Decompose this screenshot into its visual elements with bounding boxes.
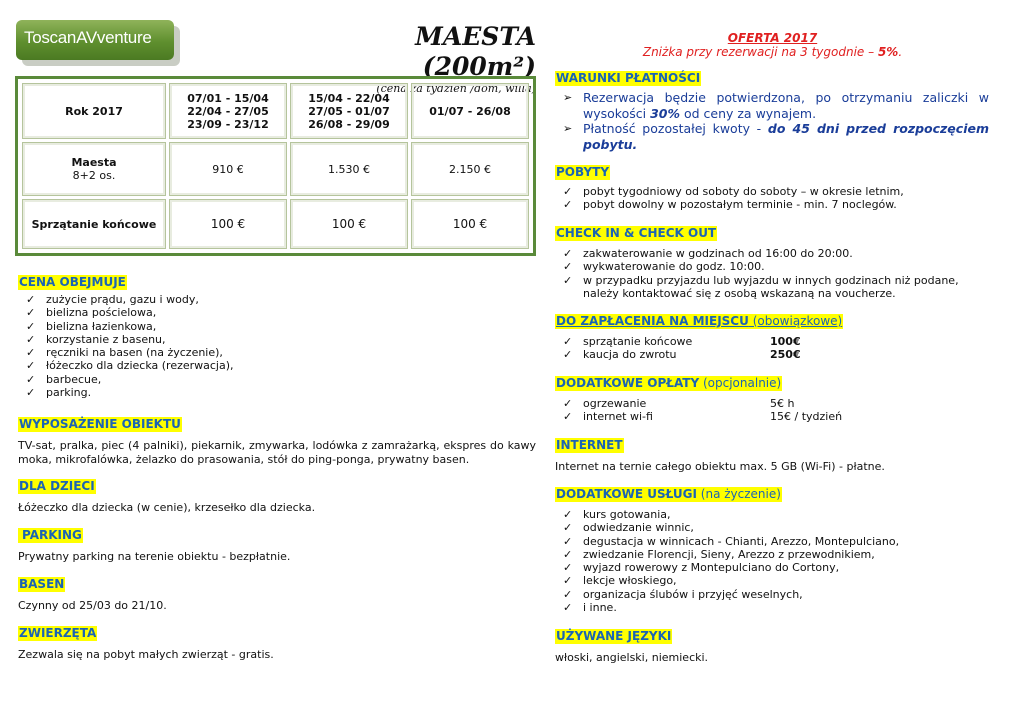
check-icon: ✓: [563, 547, 573, 561]
check-icon: ✓: [563, 521, 573, 535]
item-value: 250€: [770, 348, 801, 362]
section-heading: DLA DZIECI: [19, 479, 95, 493]
item-text: bielizna łazienkowa,: [46, 319, 157, 333]
item-text: ręczniki na basen (na życzenie),: [46, 346, 223, 360]
item-text: odwiedzanie winnic,: [583, 521, 694, 535]
item-text: barbecue,: [46, 372, 102, 386]
page-subtitle: (cena za tydzień /dom, willa): [376, 82, 536, 95]
row-label: Sprzątanie końcowe: [22, 199, 166, 249]
list-item: [555, 260, 989, 273]
item-value: 15€ / tydzień: [770, 410, 843, 424]
item-text: pobyt dowolny w pozostałym terminie - min. 7 noclegów.: [583, 198, 897, 212]
list-item: [555, 410, 989, 423]
section-dodatkowe-oplaty: [555, 372, 989, 424]
term-text: Rezerwacja będzie potwierdzona, po otrzymaniu zaliczki w wysokości: [583, 90, 989, 121]
section-text: Internet na ternie całego obiektu max. 5 GB (Wi-Fi) - płatne.: [555, 460, 885, 473]
list-item: [18, 373, 536, 386]
item-text: pobyt tygodniowy od soboty do soboty – w okresie letnim,: [583, 185, 904, 198]
check-list: [555, 247, 989, 300]
section-heading: [555, 376, 782, 391]
item-text: lekcje włoskiego,: [583, 574, 677, 588]
section-heading: [555, 314, 843, 329]
item-label: kaucja do zwrotu: [583, 348, 677, 362]
item-label: ogrzewanie: [583, 397, 647, 410]
list-item: [555, 535, 989, 548]
section-text: Łóżeczko dla dziecka (w cenie), krzesełko dla dziecka.: [18, 501, 316, 514]
check-icon: ✓: [563, 601, 573, 615]
list-item: [555, 548, 989, 561]
check-icon: ✓: [563, 335, 573, 348]
check-icon: ✓: [563, 185, 573, 198]
item-text: w przypadku przyjazdu lub wyjazdu w innych godzinach niż podane, należy kontaktować się z osobą wskazaną na voucherze.: [583, 273, 959, 300]
section-zwierzeta: [18, 622, 536, 662]
check-icon: ✓: [563, 587, 573, 601]
item-label: internet wi-fi: [583, 410, 653, 424]
check-icon: ✓: [26, 293, 36, 306]
list-item: [555, 588, 989, 601]
section-heading: INTERNET: [556, 438, 623, 452]
section-heading: UŻYWANE JĘZYKI: [556, 629, 672, 643]
offer-title: OFERTA 2017: [727, 31, 818, 45]
item-text: organizacja ślubów i przyjęć weselnych,: [583, 587, 803, 601]
section-text: Czynny od 25/03 do 21/10.: [18, 599, 167, 612]
check-icon: ✓: [563, 397, 573, 410]
item-text: wyjazd rowerowy z Montepulciano do Cortony,: [583, 561, 840, 575]
logo: [16, 20, 182, 68]
section-dla-dzieci: [18, 475, 536, 515]
item-text: wykwaterowanie do godz. 10:00.: [583, 260, 765, 274]
term-text: Płatność pozostałej kwoty -: [583, 121, 768, 136]
on-site-payments-list: [555, 335, 989, 362]
section-parking: [18, 524, 536, 564]
heading-text: DODATKOWE USŁUGI: [556, 487, 697, 501]
list-item: [555, 247, 989, 260]
check-icon: ✓: [26, 346, 36, 360]
section-internet: [555, 434, 989, 474]
check-icon: ✓: [563, 247, 573, 260]
section-jezyki: [555, 625, 989, 665]
section-heading: CENA OBEJMUJE: [19, 275, 126, 289]
list-item: [18, 386, 536, 399]
section-warunki: [555, 67, 989, 152]
list-item: [555, 348, 989, 361]
price-table: [15, 76, 536, 256]
stays-list: [555, 185, 989, 212]
section-heading: POBYTY: [556, 165, 610, 179]
list-item: [555, 274, 989, 301]
section-heading: PARKING: [18, 528, 83, 543]
section-text: Prywatny parking na terenie obiektu - bezpłatnie.: [18, 550, 291, 563]
list-item: [18, 359, 536, 372]
price-cell: 100 €: [290, 199, 408, 249]
price-cell: 1.530 €: [290, 142, 408, 196]
list-item: [555, 574, 989, 587]
section-uslugi: [555, 483, 989, 614]
section-text: włoski, angielski, niemiecki.: [555, 651, 709, 664]
item-text: i inne.: [583, 601, 617, 615]
check-icon: ✓: [563, 574, 573, 588]
offer-text-main: Zniżka przy rezerwacji na 3 tygodnie –: [642, 45, 878, 59]
list-item: [18, 346, 536, 359]
term-deadline: do 45 dni przed rozpoczęciem pobytu.: [583, 121, 989, 152]
deposit-percent: 30%: [650, 105, 680, 121]
heading-paren: (opcjonalnie): [699, 376, 782, 390]
extra-fees-list: [555, 397, 989, 424]
list-item: [18, 306, 536, 319]
check-icon: ✓: [26, 372, 36, 386]
item-text: degustacja w winnicach - Chianti, Arezzo, Montepulciano,: [583, 534, 900, 548]
offer-discount: 5%: [877, 45, 899, 59]
list-item: [555, 198, 989, 211]
item-value: 100€: [770, 335, 801, 348]
list-item: [555, 121, 989, 152]
check-icon: ✓: [563, 508, 573, 521]
price-cell: 100 €: [169, 199, 287, 249]
arrow-bullet-icon: ➢: [563, 91, 573, 104]
section-basen: [18, 573, 536, 613]
price-cell: 2.150 €: [411, 142, 529, 196]
section-heading: [555, 487, 782, 502]
row-label-cell: [22, 142, 166, 196]
period-header: 07/01 - 15/04 22/04 - 27/05 23/09 - 23/12: [169, 83, 287, 139]
item-text: łóżeczko dla dziecka (rezerwacja),: [46, 359, 234, 373]
check-icon: ✓: [563, 260, 573, 274]
logo-text: ToscanAVventure: [24, 28, 152, 47]
check-icon: ✓: [26, 359, 36, 373]
offer-box: [556, 31, 989, 59]
period-header: 01/07 - 26/08: [411, 83, 529, 139]
row-sublabel: 8+2 os.: [72, 169, 116, 182]
check-icon: ✓: [26, 306, 36, 320]
list-item: [555, 335, 989, 348]
list-item: [18, 293, 536, 306]
check-icon: ✓: [563, 410, 573, 424]
list-item: [555, 521, 989, 534]
item-text: zużycie prądu, gazu i wody,: [46, 293, 199, 306]
check-icon: ✓: [563, 198, 573, 212]
list-item: [555, 508, 989, 521]
check-icon: ✓: [26, 319, 36, 333]
section-heading: WARUNKI PŁATNOŚCI: [556, 71, 701, 85]
section-pobyty: [555, 161, 989, 212]
offer-text: [556, 45, 989, 59]
offer-text-end: .: [898, 45, 903, 59]
list-item: [555, 90, 989, 121]
section-heading: WYPOSAŻENIE OBIEKTU: [19, 417, 181, 431]
check-icon: ✓: [26, 332, 36, 346]
heading-paren: (obowiązkowe): [748, 314, 843, 328]
term-text: od ceny za wynajem.: [679, 105, 817, 121]
payment-terms-list: [555, 90, 989, 152]
item-label: sprzątanie końcowe: [583, 335, 693, 348]
list-item: [555, 185, 989, 198]
item-value: 5€ h: [770, 397, 795, 410]
check-icon: ✓: [563, 348, 573, 362]
heading-text: DODATKOWE OPŁATY: [556, 376, 700, 390]
section-heading: CHECK IN & CHECK OUT: [556, 226, 717, 240]
check-icon: ✓: [26, 386, 36, 400]
period-header: 15/04 - 22/04 27/05 - 01/07 26/08 - 29/09: [290, 83, 408, 139]
price-cell: 100 €: [411, 199, 529, 249]
list-item: [18, 320, 536, 333]
section-heading: BASEN: [19, 577, 65, 591]
item-text: bielizna pościelowa,: [46, 306, 157, 320]
services-list: [555, 508, 989, 614]
list-item: [18, 333, 536, 346]
list-item: [555, 397, 989, 410]
section-zaplata: [555, 310, 989, 362]
page-title: MAESTA (200m²): [415, 22, 536, 81]
arrow-bullet-icon: ➢: [563, 122, 573, 135]
heading-text: DO ZAPŁACENIA NA MIEJSCU: [556, 314, 749, 328]
section-heading: ZWIERZĘTA: [19, 626, 97, 640]
item-text: parking.: [46, 386, 92, 400]
table-corner-cell: Rok 2017: [22, 83, 166, 139]
inclusions-list: [18, 293, 536, 399]
section-wyposazenie: [18, 413, 536, 466]
row-label: Maesta: [71, 156, 117, 169]
item-text: zakwaterowanie w godzinach od 16:00 do 20:00.: [583, 247, 853, 260]
section-text: Zezwala się na pobyt małych zwierząt - gratis.: [18, 648, 274, 661]
item-text: kurs gotowania,: [583, 508, 671, 521]
section-text: TV-sat, pralka, piec (4 palniki), piekarnik, zmywarka, lodówka z zamrażarką, ekspres do kawy moka, mikrofalówka, żelazko do prasowania, stół do ping-ponga, prywatny basen.: [18, 439, 536, 466]
list-item: [555, 561, 989, 574]
price-cell: 910 €: [169, 142, 287, 196]
item-text: korzystanie z basenu,: [46, 332, 166, 346]
heading-paren: (na życzenie): [696, 487, 781, 501]
section-check: [555, 222, 989, 300]
item-text: zwiedzanie Florencji, Sieny, Arezzo z przewodnikiem,: [583, 547, 875, 561]
list-item: [555, 601, 989, 614]
section-cena-obejmuje: [18, 271, 536, 399]
check-icon: ✓: [563, 534, 573, 548]
check-icon: ✓: [563, 273, 573, 287]
check-icon: ✓: [563, 561, 573, 575]
